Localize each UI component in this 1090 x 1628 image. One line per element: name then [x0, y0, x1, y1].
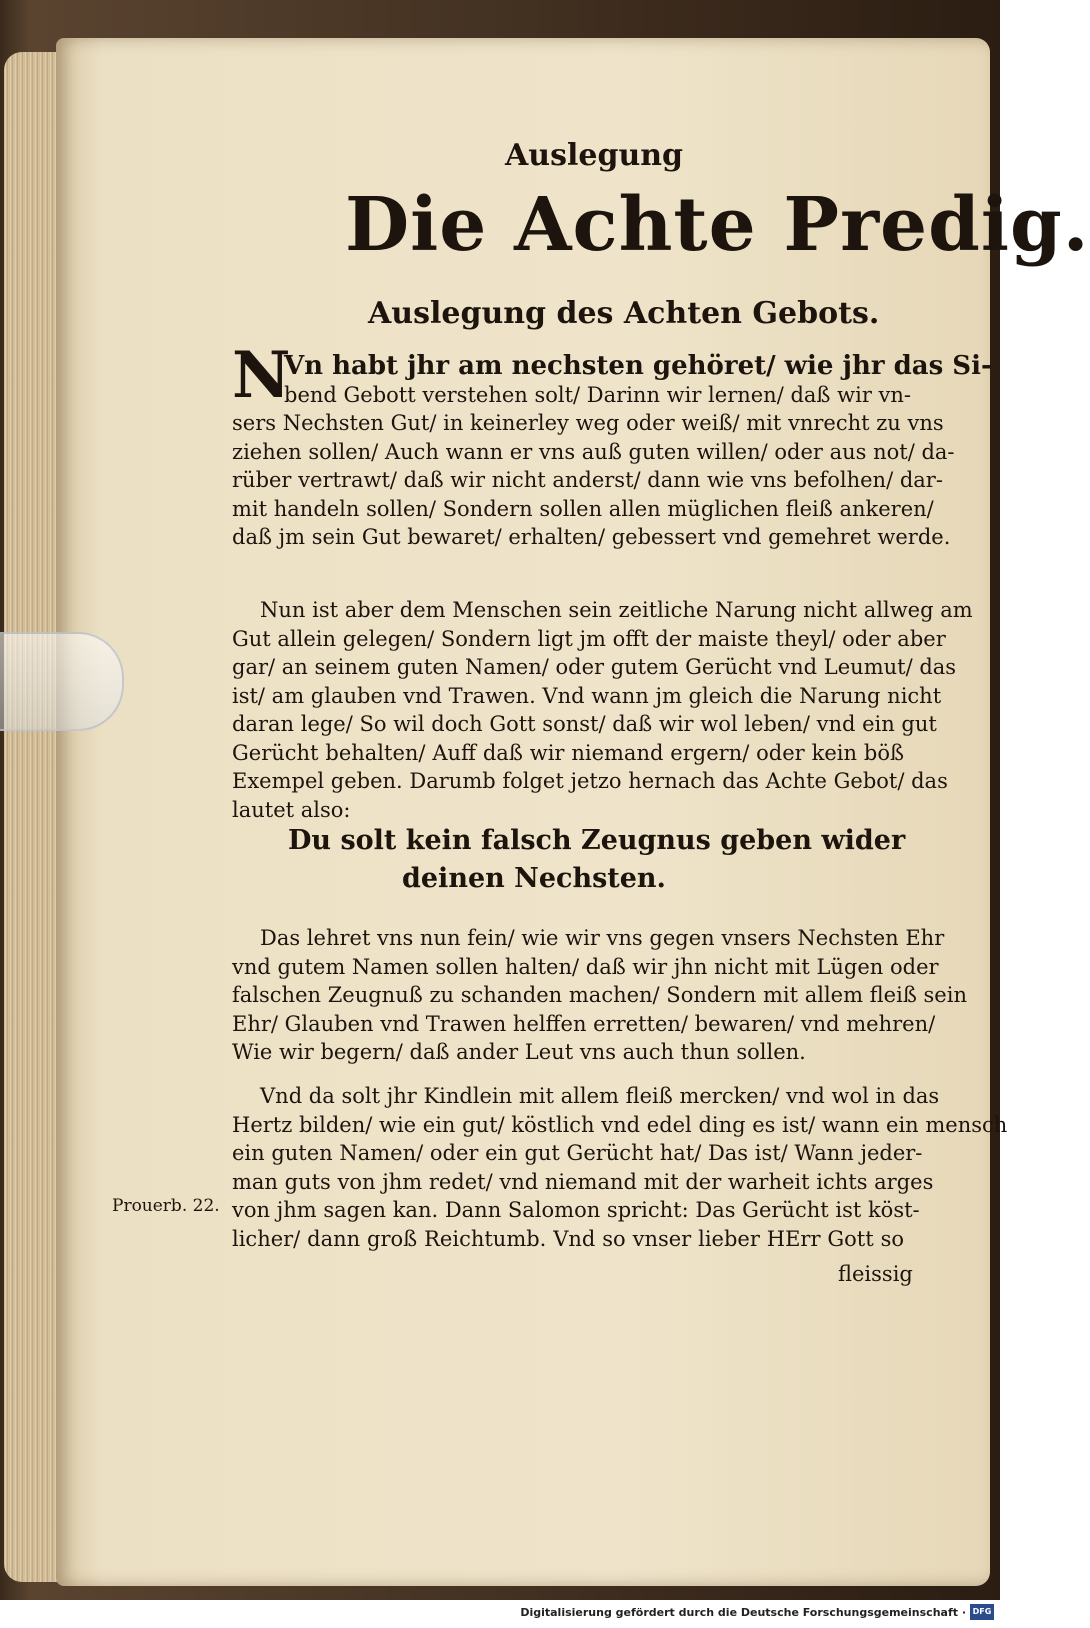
commandment-line: Du solt kein falsch Zeugnus geben wider: [288, 825, 906, 856]
paragraph-3: [232, 924, 967, 1067]
text-line: Gerücht behalten/ Auff daß wir niemand ergern/ oder kein böß: [232, 740, 904, 765]
text-line: rüber vertrawt/ daß wir nicht anderst/ dann wie vns befolhen/ dar-: [232, 468, 943, 492]
funding-credit: Digitalisierung gefördert durch die Deutsche Forschungsgemeinschaft ·: [520, 1606, 966, 1619]
paragraph-1: [232, 351, 992, 552]
text-line: sers Nechsten Gut/ in keinerley weg oder weiß/ mit vnrecht zu vns: [232, 411, 944, 435]
text-line: ein guten Namen/ oder ein gut Gerücht hat/ Das ist/ Wann jeder-: [232, 1141, 923, 1165]
text-line: Ehr/ Glauben vnd Trawen helffen erretten/ bewaren/ vnd mehren/: [232, 1011, 936, 1036]
text-line: bend Gebott verstehen solt/ Darinn wir lernen/ daß wir vn-: [284, 382, 912, 407]
text-line: Wie wir begern/ daß ander Leut vns auch thun sollen.: [232, 1040, 806, 1064]
sermon-title: Die Achte Predig.: [345, 182, 1090, 268]
marginal-note: Prouerb. 22.: [112, 1196, 220, 1216]
text-line: vnd gutem Namen sollen halten/ daß wir jhn nicht mit Lügen oder: [232, 954, 939, 979]
paragraph-4: [232, 1082, 1008, 1253]
text-line: ziehen sollen/ Auch wann er vns auß guten willen/ oder aus not/ da-: [232, 439, 955, 464]
text-line: ist/ am glauben vnd Trawen. Vnd wann jm gleich die Narung nicht: [232, 683, 942, 708]
text-line: Exempel geben. Darumb folget jetzo hernach das Achte Gebot/ das: [232, 769, 948, 793]
running-head: Auslegung: [505, 138, 684, 173]
text-line: mit handeln sollen/ Sondern sollen allen müglichen fleiß ankeren/: [232, 496, 934, 521]
text-line: lautet also:: [232, 797, 351, 822]
text-line: Vnd da solt jhr Kindlein mit allem fleiß mercken/ vnd wol in das: [260, 1084, 940, 1108]
page-clip-marker: [0, 632, 124, 731]
catchword: fleissig: [838, 1262, 913, 1286]
commandment: [288, 822, 906, 898]
paragraph-2: [232, 596, 973, 824]
text-line: daß jm sein Gut bewaret/ erhalten/ gebessert vnd gemehret werde.: [232, 525, 951, 549]
sermon-subtitle: Auslegung des Achten Gebots.: [368, 296, 880, 331]
text-line: gar/ an seinem guten Namen/ oder gutem Gerücht vnd Leumut/ das: [232, 655, 957, 679]
text-line: daran lege/ So wil doch Gott sonst/ daß wir wol leben/ vnd ein gut: [232, 712, 937, 736]
text-line: falschen Zeugnuß zu schanden machen/ Sondern mit allem fleiß sein: [232, 983, 967, 1007]
text-line: Das lehret vns nun fein/ wie wir vns gegen vnsers Nechsten Ehr: [260, 926, 945, 950]
text-line: Nun ist aber dem Menschen sein zeitliche Narung nicht allweg am: [260, 598, 973, 622]
text-line: man guts von jhm redet/ vnd niemand mit der warheit ichts arges: [232, 1169, 934, 1194]
text-line: Vn habt jhr am nechsten gehöret/ wie jhr das Si-: [284, 351, 992, 381]
commandment-line: deinen Nechsten.: [402, 863, 666, 894]
text-line: Hertz bilden/ wie ein gut/ köstlich vnd edel ding es ist/ wann ein mensch: [232, 1112, 1008, 1137]
text-line: von jhm sagen kan. Dann Salomon spricht: Das Gerücht ist köst-: [232, 1198, 920, 1222]
page-edges: [4, 52, 60, 1582]
drop-initial: N: [232, 338, 291, 413]
dfg-logo-icon: DFG: [970, 1604, 994, 1620]
text-line: licher/ dann groß Reichtumb. Vnd so vnser lieber HErr Gott so: [232, 1226, 904, 1251]
text-line: Gut allein gelegen/ Sondern ligt jm offt der maiste theyl/ oder aber: [232, 626, 946, 651]
